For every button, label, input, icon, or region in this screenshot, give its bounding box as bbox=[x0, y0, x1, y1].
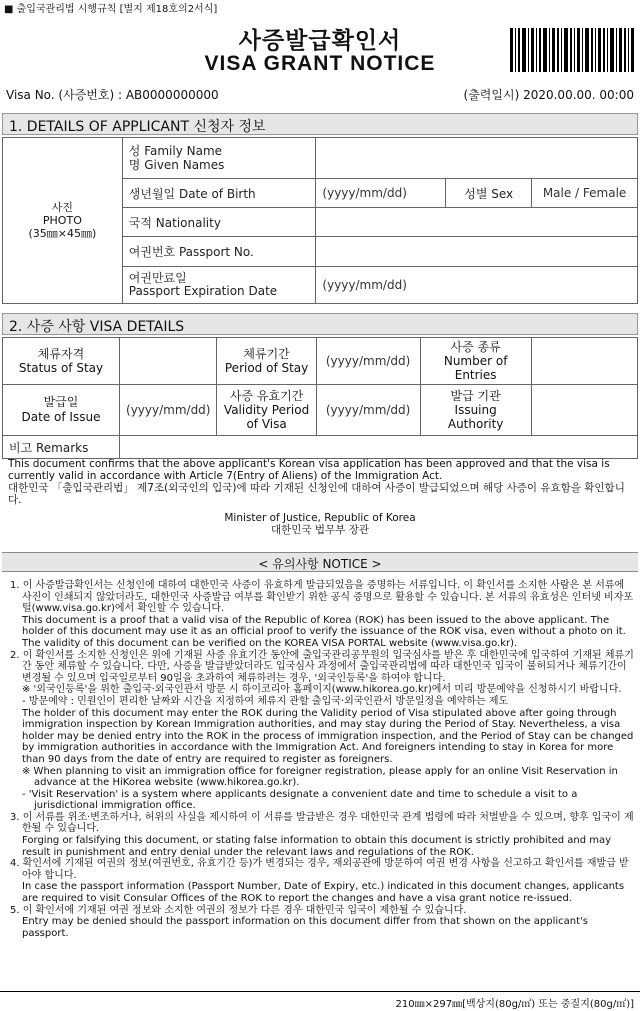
notice-item-2-sub: - 방문예약 : 민원인이 편리한 날짜와 시간을 지정하여 체류지 관할 출입국·외국인관서 방문일정을 예약하는 제도 bbox=[22, 695, 509, 707]
notice-item-2-en: The holder of this document may enter the ROK during the Validity period of Visa stipulated above after going through immigration inspection by Korean Immigration authorities, and may stay during the Period of Stay. Nevertheless, a visa holder may be denied entry into the ROK in the process of immigration inspection, and the Period of Stay can be changed by immigration authorities in accordance with the Immigration Act. And foreigners intending to stay in Korea for more than 90 days from the date of entry are required to register as foreigners. bbox=[22, 707, 634, 765]
family-name-label: 성 Family Name bbox=[128, 144, 223, 158]
confirm-text-ko: 대한민국 「출입국관리법」 제7조(외국인의 입국)에 따라 기재된 신청인에 대하여 사증이 발급되었으며 해당 사증이 유효함을 확인합니다. bbox=[8, 482, 625, 506]
issue-label-en: Date of Issue bbox=[21, 410, 101, 424]
minister-ko: 대한민국 법무부 장관 bbox=[271, 524, 369, 536]
photo-label-ko: 사진 bbox=[51, 201, 74, 214]
validity-label-ko: 사증 유효기간 bbox=[229, 389, 304, 403]
remarks-field[interactable] bbox=[120, 436, 638, 459]
entries-field[interactable] bbox=[531, 338, 637, 385]
entries-label-en: Number of Entries bbox=[443, 354, 508, 382]
photo-size: (35㎜×45㎜) bbox=[28, 227, 97, 240]
notice-item-2-note: ※ '외국인등록'을 위한 출입국·외국인관서 방문 시 하이코리아 홈페이지(www.hikorea.go.kr)에서 미리 방문예약을 신청하시기 바랍니다. bbox=[22, 684, 622, 696]
expiry-label-ko: 여권만료일 bbox=[128, 271, 187, 285]
section1-title: 1. DETAILS OF APPLICANT 신청자 정보 bbox=[2, 113, 638, 135]
notice-body bbox=[8, 580, 634, 939]
confirm-text-en: This document confirms that the above applicant's Korean visa application has been approved and that the visa is currently valid in accordance with Article 7(Entry of Aliens) of the Immigration Act. bbox=[8, 458, 610, 482]
issue-field[interactable]: (yyyy/mm/dd) bbox=[120, 385, 217, 436]
validity-field[interactable]: (yyyy/mm/dd) bbox=[316, 385, 420, 436]
notice-item-2-en-note: ※ When planning to visit an immigration office for foreigner registration, please apply for an online Visit Reservation in advance at the HiKorea website (www.hikorea.go.kr). bbox=[22, 765, 618, 789]
authority-label-en: Issuing Authority bbox=[447, 403, 504, 431]
sex-field[interactable]: Male / Female bbox=[532, 179, 638, 208]
sex-label: 성별 Sex bbox=[446, 179, 532, 208]
passport-field[interactable] bbox=[316, 237, 638, 267]
passport-label: 여권번호 Passport No. bbox=[122, 237, 316, 267]
validity-label-en-2: of Visa bbox=[246, 417, 287, 431]
validity-label-en: Validity Period bbox=[223, 403, 310, 417]
notice-item-3-en: Forging or falsifying this document, or stating false information to obtain this document is strictly prohibited and may result in punishment and entry denial under the relevant laws and regulations of the ROK. bbox=[22, 835, 612, 858]
photo-label-en: PHOTO bbox=[42, 214, 82, 227]
dob-label: 생년월일 Date of Birth bbox=[122, 179, 316, 208]
print-date: (출력일시) 2020.00.00. 00:00 bbox=[463, 88, 634, 102]
title-korean: 사증발급확인서 bbox=[238, 28, 402, 54]
notice-item-1-en: This document is a proof that a valid visa of the Republic of Korea (ROK) has been issued to the above applicant. The holder of this document may use it as an official proof to verify the issuance of the ROK visa, even without a photo on it. The validity of this document can be verified on the KOREA VISA PORTAL website (www.visa.go.kr). bbox=[22, 614, 626, 649]
paper-spec: 210㎜×297㎜[백상지(80g/㎡) 또는 중질지(80g/㎡)] bbox=[395, 999, 634, 1010]
notice-item-1-ko: 1. 이 사증발급확인서는 신청인에 대하여 대한민국 사증이 유효하게 발급되었음을 증명하는 서류입니다. 이 확인서를 소지한 사람은 본 서류에 사진이 인쇄되지 않았더라도, 대한민국 사증발급 여부를 확인받기 위한 공식 증명으로 활용할 수 있습니다. 본 서류의 유효성은 인터넷 비자포털(www.visa.go.kr)에서 확인할 수 있습니다. bbox=[10, 580, 634, 615]
remarks-label: 비고 Remarks bbox=[3, 436, 120, 459]
period-field[interactable]: (yyyy/mm/dd) bbox=[316, 338, 420, 385]
status-label-en: Status of Stay bbox=[18, 361, 104, 375]
name-field[interactable] bbox=[316, 138, 638, 179]
notice-item-5-ko: 5. 이 확인서에 기재된 여권 정보와 소지한 여권의 정보가 다른 경우 대한민국 입국이 제한될 수 있습니다. bbox=[10, 904, 467, 916]
bottom-rule bbox=[0, 991, 640, 992]
issue-label-ko: 발급일 bbox=[43, 395, 79, 409]
minister-en: Minister of Justice, Republic of Korea bbox=[224, 512, 416, 524]
entries-label-ko: 사증 종류 bbox=[450, 340, 501, 354]
period-label-ko: 체류기간 bbox=[243, 347, 290, 361]
period-label-en: Period of Stay bbox=[224, 361, 309, 375]
applicant-table bbox=[2, 137, 638, 304]
notice-item-4-ko: 4. 확인서에 기재된 여권의 정보(여권번호, 유효기간 등)가 변경되는 경우, 재외공관에 방문하여 여권 변경 사항을 신고하고 확인서를 재발급 받아야 합니다. bbox=[10, 858, 629, 881]
status-label-ko: 체류자격 bbox=[37, 347, 85, 361]
status-field[interactable] bbox=[120, 338, 217, 385]
expiry-field[interactable]: (yyyy/mm/dd) bbox=[316, 267, 638, 304]
visa-table bbox=[2, 337, 638, 459]
notice-title: < 유의사항 NOTICE > bbox=[2, 552, 638, 572]
notice-item-2-en-sub: - 'Visit Reservation' is a system where applicants designate a convenient date and time to schedule a visit to a jurisdictional immigration office. bbox=[22, 788, 578, 812]
photo-box bbox=[3, 138, 123, 304]
authority-field[interactable] bbox=[531, 385, 637, 436]
dob-field[interactable]: (yyyy/mm/dd) bbox=[316, 179, 446, 208]
notice-item-3-ko: 3. 이 서류를 위조·변조하거나, 허위의 사실을 제시하여 이 서류를 발급받은 경우 대한민국 관계 법령에 따라 처벌받을 수 있으며, 향후 입국이 제한될 수 있습니다. bbox=[10, 811, 634, 835]
form-reference: ■ 출입국관리법 시행규칙 [별지 제18호의2서식] bbox=[4, 4, 218, 15]
notice-item-2-ko: 2. 이 확인서를 소지한 신청인은 위에 기재된 사증 유효기간 동안에 출입국관리공무원의 입국심사를 받은 후 대한민국에 입국하여 기재된 체류기간 동안 체류할 수 있습니다. 다만, 사증을 발급받았더라도 입국심사 과정에서 출입국관리법에 따라 대한민국 입국이 불허되거나 체류기간이 변경될 수 있으며 입국일로부터 90일을 초과하여 체류하려는 경우, '외국인등록'을 하여야 합니다. bbox=[10, 649, 634, 684]
nationality-label: 국적 Nationality bbox=[122, 208, 316, 237]
section2-title: 2. 사증 사항 VISA DETAILS bbox=[2, 313, 638, 335]
notice-item-5-en: Entry may be denied should the passport information on this document differ from that shown on the applicant's passport. bbox=[22, 916, 588, 939]
given-names-label: 명 Given Names bbox=[128, 158, 225, 172]
notice-item-4-en: In case the passport information (Passport Number, Date of Expiry, etc.) indicated in this document changes, applicants are required to visit Consular Offices of the ROK to report the changes and have a visa grant notice re-issued. bbox=[22, 881, 625, 905]
nationality-field[interactable] bbox=[316, 208, 638, 237]
authority-label-ko: 발급 기관 bbox=[450, 389, 501, 403]
title-english: VISA GRANT NOTICE bbox=[204, 52, 436, 75]
visa-number: Visa No. (사증번호) : AB0000000000 bbox=[6, 88, 219, 102]
expiry-label-en: Passport Expiration Date bbox=[128, 284, 278, 298]
